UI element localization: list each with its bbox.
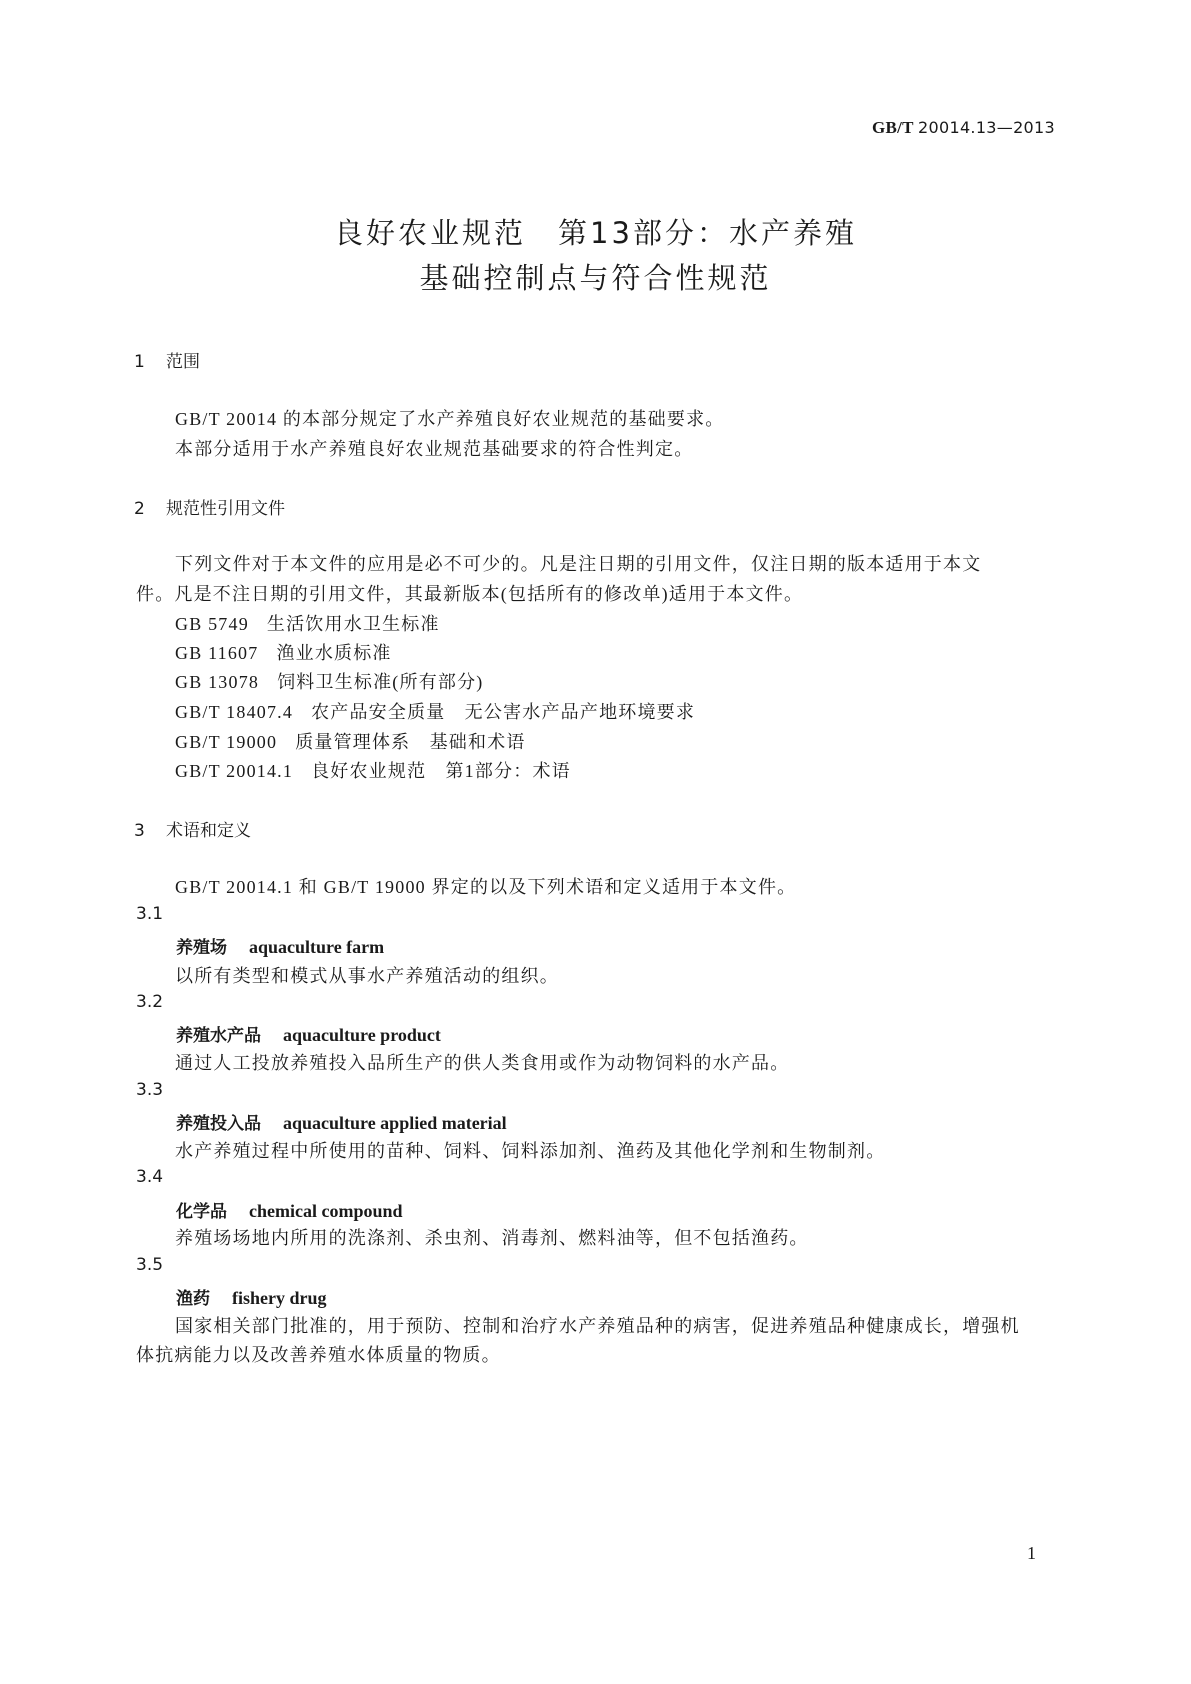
paragraph: GB/T 20014.1 和 GB/T 19000 界定的以及下列术语和定义适用于本文件。 xyxy=(175,877,797,897)
normative-reference xyxy=(175,757,571,783)
term-english: aquaculture applied material xyxy=(283,1113,507,1133)
section-3-heading xyxy=(134,816,251,841)
term-chinese: 化学品 xyxy=(176,1202,227,1222)
standard-code xyxy=(872,118,1055,138)
section-number: 2 xyxy=(134,499,145,519)
term-heading xyxy=(176,1021,441,1046)
reference-title: 饲料卫生标准(所有部分) xyxy=(277,672,484,692)
reference-code: GB 11607 xyxy=(175,643,259,663)
section-1-heading xyxy=(134,347,200,372)
normative-reference xyxy=(175,698,695,724)
reference-title: 良好农业规范 第1部分：术语 xyxy=(311,761,571,781)
reference-code: GB/T 20014.1 xyxy=(175,761,294,781)
term-chinese: 渔药 xyxy=(176,1289,210,1309)
document-title-line-2: 基础控制点与符合性规范 xyxy=(419,261,772,295)
section-title: 规范性引用文件 xyxy=(166,499,285,519)
term-english: fishery drug xyxy=(232,1288,327,1308)
term-chinese: 养殖场 xyxy=(176,938,227,958)
normative-reference xyxy=(175,610,440,636)
section-number: 3 xyxy=(134,821,145,841)
standard-code-prefix: GB/T xyxy=(871,118,914,137)
reference-title: 渔业水质标准 xyxy=(276,643,392,663)
term-english: chemical compound xyxy=(249,1201,403,1221)
term-english: aquaculture product xyxy=(283,1025,441,1045)
section-number: 1 xyxy=(134,352,145,372)
document-title-line-1: 良好农业规范 第13部分：水产养殖 xyxy=(334,216,857,250)
term-heading xyxy=(176,1109,507,1134)
paragraph: 本部分适用于水产养殖良好农业规范基础要求的符合性判定。 xyxy=(175,439,694,459)
normative-reference xyxy=(175,668,484,694)
standard-code-number: 20014.13—2013 xyxy=(918,118,1055,137)
paragraph: GB/T 20014 的本部分规定了水产养殖良好农业规范的基础要求。 xyxy=(175,409,725,429)
reference-title: 农产品安全质量 无公害水产品产地环境要求 xyxy=(311,702,696,722)
term-number: 3.5 xyxy=(136,1255,164,1275)
reference-code: GB 13078 xyxy=(175,672,260,692)
term-heading xyxy=(176,1284,327,1309)
paragraph: 下列文件对于本文件的应用是必不可少的。凡是注日期的引用文件，仅注日期的版本适用于本文 xyxy=(175,554,982,574)
term-heading xyxy=(176,1197,403,1222)
section-title: 范围 xyxy=(166,352,200,372)
term-chinese: 养殖水产品 xyxy=(176,1026,261,1046)
term-definition: 国家相关部门批准的，用于预防、控制和治疗水产养殖品种的病害，促进养殖品种健康成长，增强机 xyxy=(175,1316,1020,1336)
reference-title: 质量管理体系 基础和术语 xyxy=(295,732,526,752)
term-number: 3.3 xyxy=(136,1080,164,1100)
reference-code: GB/T 18407.4 xyxy=(175,702,294,722)
reference-code: GB/T 19000 xyxy=(175,732,278,752)
reference-code: GB 5749 xyxy=(175,614,249,634)
normative-reference xyxy=(175,728,526,754)
term-definition: 以所有类型和模式从事水产养殖活动的组织。 xyxy=(175,966,559,986)
term-english: aquaculture farm xyxy=(249,937,385,957)
term-chinese: 养殖投入品 xyxy=(176,1114,261,1134)
paragraph: 件。凡是不注日期的引用文件，其最新版本(包括所有的修改单)适用于本文件。 xyxy=(136,584,804,604)
term-number: 3.2 xyxy=(136,992,164,1012)
normative-reference xyxy=(175,639,392,665)
term-number: 3.4 xyxy=(136,1167,164,1187)
reference-title: 生活饮用水卫生标准 xyxy=(266,614,440,634)
term-definition: 体抗病能力以及改善养殖水体质量的物质。 xyxy=(136,1345,501,1365)
term-heading xyxy=(176,933,384,958)
term-definition: 通过人工投放养殖投入品所生产的供人类食用或作为动物饲料的水产品。 xyxy=(175,1053,790,1073)
page-number: 1 xyxy=(1027,1543,1036,1563)
term-definition: 水产养殖过程中所使用的苗种、饲料、饲料添加剂、渔药及其他化学剂和生物制剂。 xyxy=(175,1141,886,1161)
term-number: 3.1 xyxy=(136,904,164,924)
term-definition: 养殖场场地内所用的洗涤剂、杀虫剂、消毒剂、燃料油等，但不包括渔药。 xyxy=(175,1228,809,1248)
section-title: 术语和定义 xyxy=(166,821,251,841)
section-2-heading xyxy=(134,494,285,519)
